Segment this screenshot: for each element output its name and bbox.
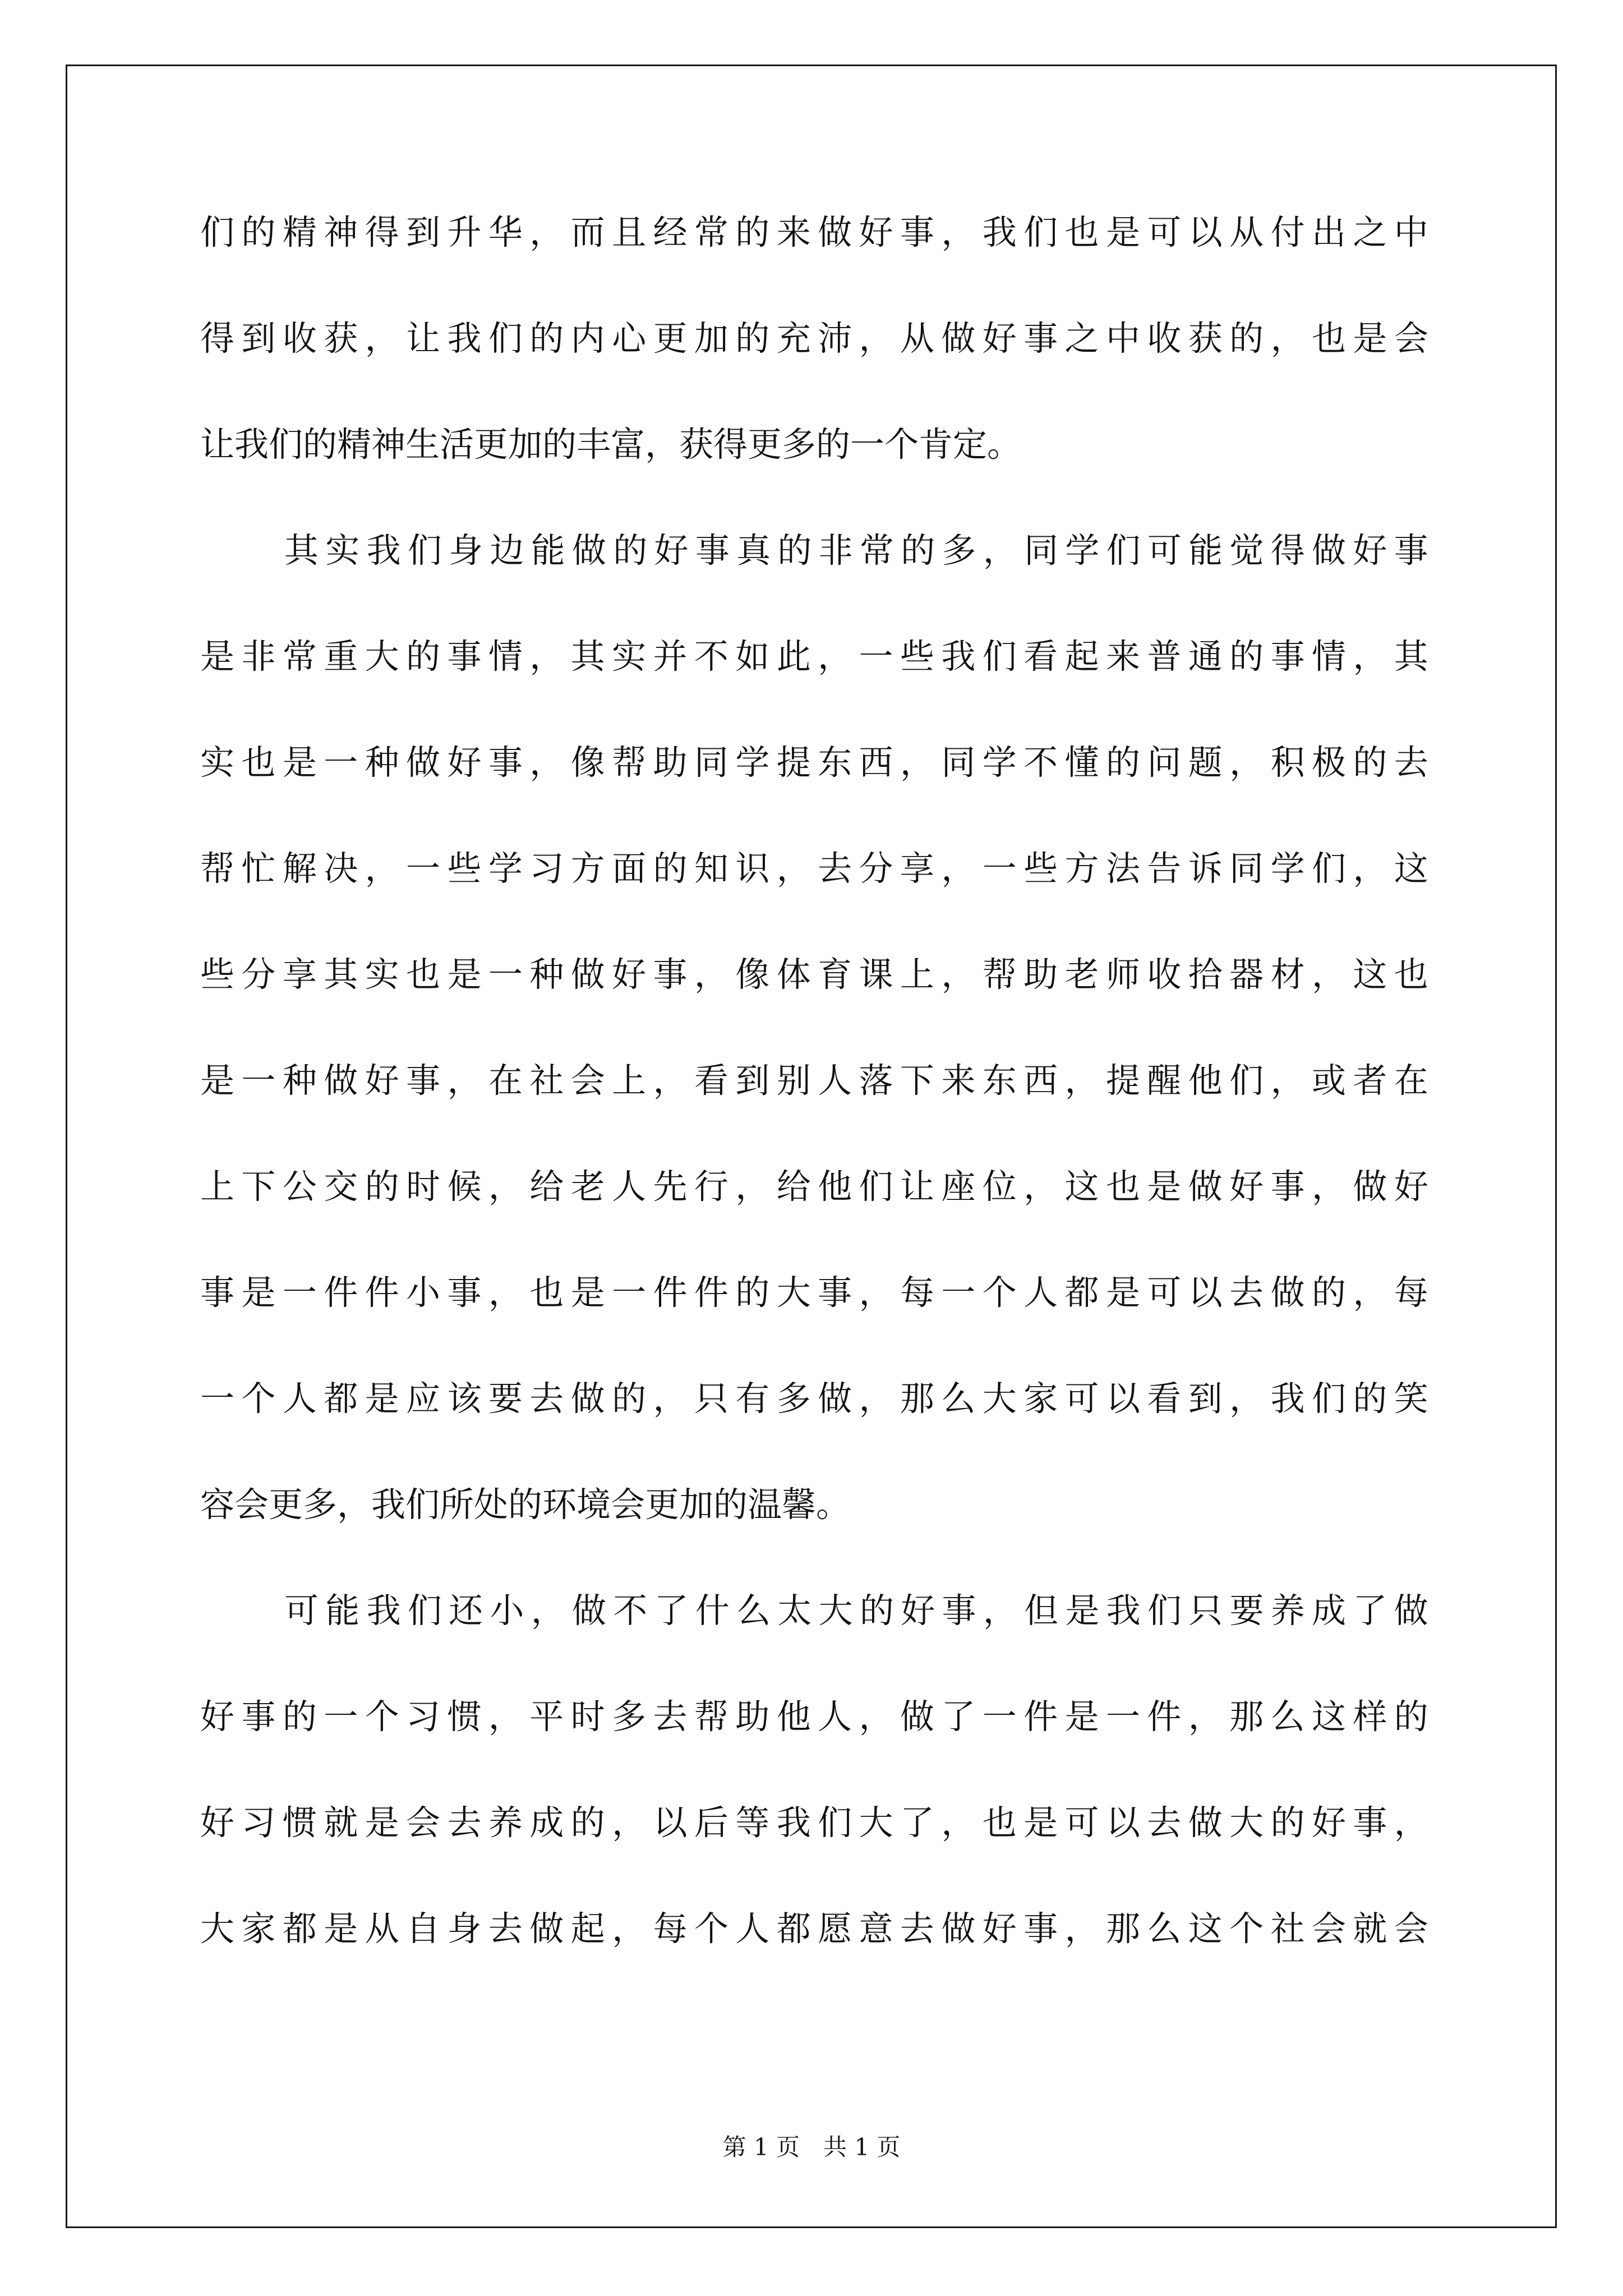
page-number-footer: 第 1 页 共 1 页: [722, 2133, 901, 2161]
text-line: 们 的 精 神 得 到 升 华 ， 而 且 经 常 的 来 做 好 事 ， 我 们 也 是 可 以 从 付 出 之 中: [200, 213, 1428, 252]
text-line: 上 下 公 交 的 时 候 ， 给 老 人 先 行 ， 给 他 们 让 座 位 ， 这 也 是 做 好 事 ， 做 好: [200, 1167, 1428, 1207]
text-line: 是 非 常 重 大 的 事 情 ， 其 实 并 不 如 此 ， 一 些 我 们 看 起 来 普 通 的 事 情 ， 其: [200, 637, 1428, 677]
text-line: 其 实 我 们 身 边 能 做 的 好 事 真 的 非 常 的 多 ， 同 学 们 可 能 觉 得 做 好 事: [284, 531, 1428, 570]
text-line: 可 能 我 们 还 小 ， 做 不 了 什 么 太 大 的 好 事 ， 但 是 我 们 只 要 养 成 了 做: [284, 1591, 1428, 1631]
text-line: 大 家 都 是 从 自 身 去 做 起 ， 每 个 人 都 愿 意 去 做 好 事 ， 那 么 这 个 社 会 就 会: [200, 1909, 1428, 1949]
text-line: 好 事 的 一 个 习 惯 ， 平 时 多 去 帮 助 他 人 ， 做 了 一 件 是 一 件 ， 那 么 这 样 的: [200, 1697, 1428, 1737]
text-line: 让我们的精神生活更加的丰富，获得更多的一个肯定。: [200, 425, 1022, 464]
text-line: 是 一 种 做 好 事 ， 在 社 会 上 ， 看 到 别 人 落 下 来 东 西 ， 提 醒 他 们 ， 或 者 在: [200, 1061, 1428, 1101]
text-line: 帮 忙 解 决 ， 一 些 学 习 方 面 的 知 识 ， 去 分 享 ， 一 些 方 法 告 诉 同 学 们 ， 这: [200, 849, 1428, 889]
text-line: 事 是 一 件 件 小 事 ， 也 是 一 件 件 的 大 事 ， 每 一 个 人 都 是 可 以 去 做 的 ， 每: [200, 1273, 1428, 1313]
text-line: 实 也 是 一 种 做 好 事 ， 像 帮 助 同 学 提 东 西 ， 同 学 不 懂 的 问 题 ， 积 极 的 去: [200, 743, 1428, 783]
document-body: [200, 213, 1428, 2016]
text-line: 好 习 惯 就 是 会 去 养 成 的 ， 以 后 等 我 们 大 了 ， 也 是 可 以 去 做 大 的 好 事 ，: [200, 1803, 1428, 1843]
text-line: 一 个 人 都 是 应 该 要 去 做 的 ， 只 有 多 做 ， 那 么 大 家 可 以 看 到 ， 我 们 的 笑: [200, 1379, 1428, 1419]
text-line: 得 到 收 获 ， 让 我 们 的 内 心 更 加 的 充 沛 ， 从 做 好 事 之 中 收 获 的 ， 也 是 会: [200, 319, 1428, 358]
text-line: 些 分 享 其 实 也 是 一 种 做 好 事 ， 像 体 育 课 上 ， 帮 助 老 师 收 拾 器 材 ， 这 也: [200, 955, 1428, 995]
text-line: 容会更多，我们所处的环境会更加的温馨。: [200, 1485, 851, 1525]
